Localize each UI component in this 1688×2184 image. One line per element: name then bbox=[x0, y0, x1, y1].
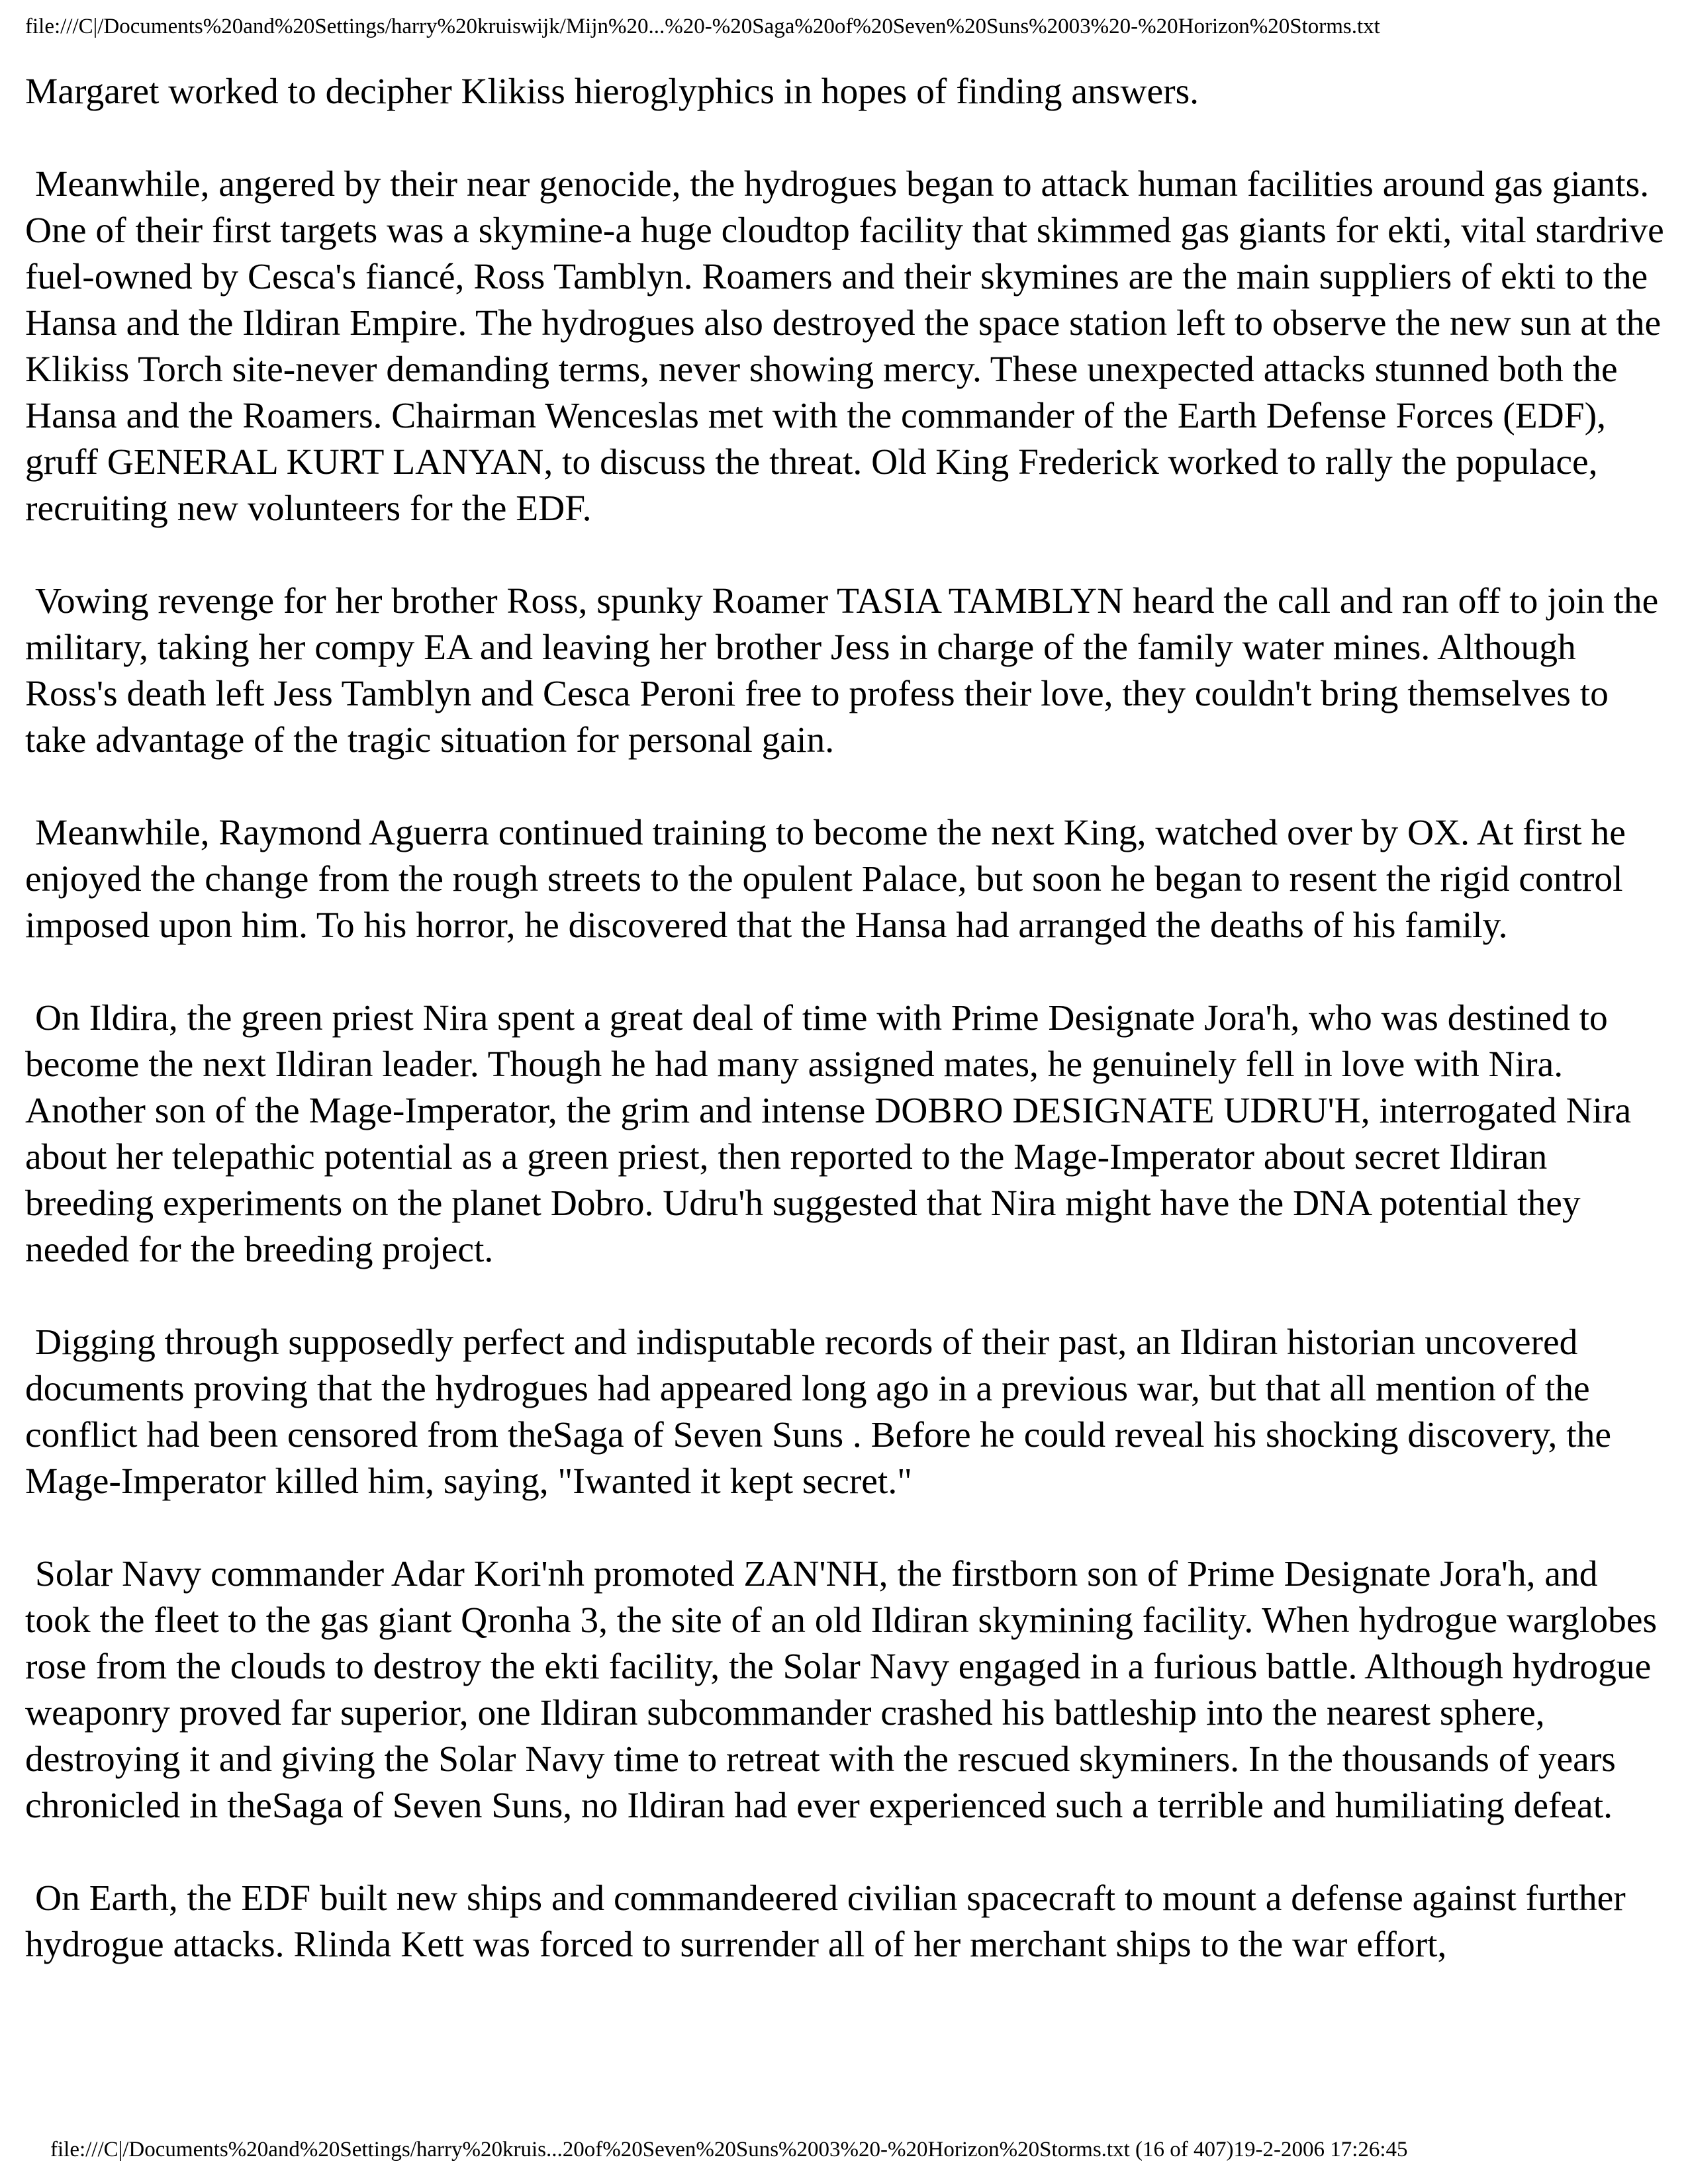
paragraph-4: Meanwhile, Raymond Aguerra continued training to become the next King, watched over by OX. At first he enjoyed the change from the rough streets to the opulent Palace, but soon he began to resent the rigid control imposed upon him. To his horror, he discovered that the Hansa had arranged the deaths of his family. bbox=[25, 813, 1626, 946]
footer-file-path: file:///C|/Documents%20and%20Settings/harry%20kruis...20of%20Seven%20Suns%2003%20-%20Horizon%20Storms.txt (16 of 407)19-2-2006 17:26:45 bbox=[50, 2138, 1408, 2161]
paragraph-5: On Ildira, the green priest Nira spent a great deal of time with Prime Designate Jora'h, who was destined to become the next Ildiran leader. Though he had many assigned mates, he genuinely fell in love with Nira. Another son of the Mage-Imperator, the grim and intense DOBRO DESIGNATE UDRU'H, interrogated Nira about her telepathic potential as a green priest, then reported to the Mage-Imperator about secret Ildiran breeding experiments on the planet Dobro. Udru'h suggested that Nira might have the DNA potential they needed for the breeding project. bbox=[25, 998, 1632, 1270]
header-file-path: file:///C|/Documents%20and%20Settings/harry%20kruiswijk/Mijn%20...%20-%20Saga%20of%20Seven%20Suns%2003%20-%20Horizon%20Storms.txt bbox=[25, 15, 1380, 38]
paragraph-8: On Earth, the EDF built new ships and commandeered civilian spacecraft to mount a defense against further hydrogue attacks. Rlinda Kett was forced to surrender all of her merchant ships to the war effort, bbox=[25, 1878, 1626, 1965]
paragraph-1: Margaret worked to decipher Klikiss hieroglyphics in hopes of finding answers. bbox=[25, 71, 1199, 112]
paragraph-2: Meanwhile, angered by their near genocide, the hydrogues began to attack human facilities around gas giants. One of their first targets was a skymine-a huge cloudtop facility that skimmed gas giants for ekti, vital stardrive fuel-owned by Cesca's fiancé, Ross Tamblyn. Roamers and their skymines are the main suppliers of ekti to the Hansa and the Ildiran Empire. The hydrogues also destroyed the space station left to observe the new sun at the Klikiss Torch site-never demanding terms, never showing mercy. These unexpected attacks stunned both the Hansa and the Roamers. Chairman Wenceslas met with the commander of the Earth Defense Forces (EDF), gruff GENERAL KURT LANYAN, to discuss the threat. Old King Frederick worked to rally the populace, recruiting new volunteers for the EDF. bbox=[25, 164, 1664, 529]
paragraph-7: Solar Navy commander Adar Kori'nh promoted ZAN'NH, the firstborn son of Prime Designate Jora'h, and took the fleet to the gas giant Qronha 3, the site of an old Ildiran skymining facility. When hydrogue warglobes rose from the clouds to destroy the ekti facility, the Solar Navy engaged in a furious battle. Although hydrogue weaponry proved far superior, one Ildiran subcommander crashed his battleship into the nearest sphere, destroying it and giving the Solar Navy time to retreat with the rescued skyminers. In the thousands of years chronicled in theSaga of Seven Suns, no Ildiran had ever experienced such a terrible and humiliating defeat. bbox=[25, 1554, 1658, 1826]
document-body bbox=[25, 69, 1668, 1968]
paragraph-3: Vowing revenge for her brother Ross, spunky Roamer TASIA TAMBLYN heard the call and ran off to join the military, taking her compy EA and leaving her brother Jess in charge of the family water mines. Although Ross's death left Jess Tamblyn and Cesca Peroni free to profess their love, they couldn't bring themselves to take advantage of the tragic situation for personal gain. bbox=[25, 581, 1659, 760]
paragraph-6: Digging through supposedly perfect and indisputable records of their past, an Ildiran historian uncovered documents proving that the hydrogues had appeared long ago in a previous war, but that all mention of the conflict had been censored from theSaga of Seven Suns . Before he could reveal his shocking discovery, the Mage-Imperator killed him, saying, "Iwanted it kept secret." bbox=[25, 1322, 1612, 1502]
